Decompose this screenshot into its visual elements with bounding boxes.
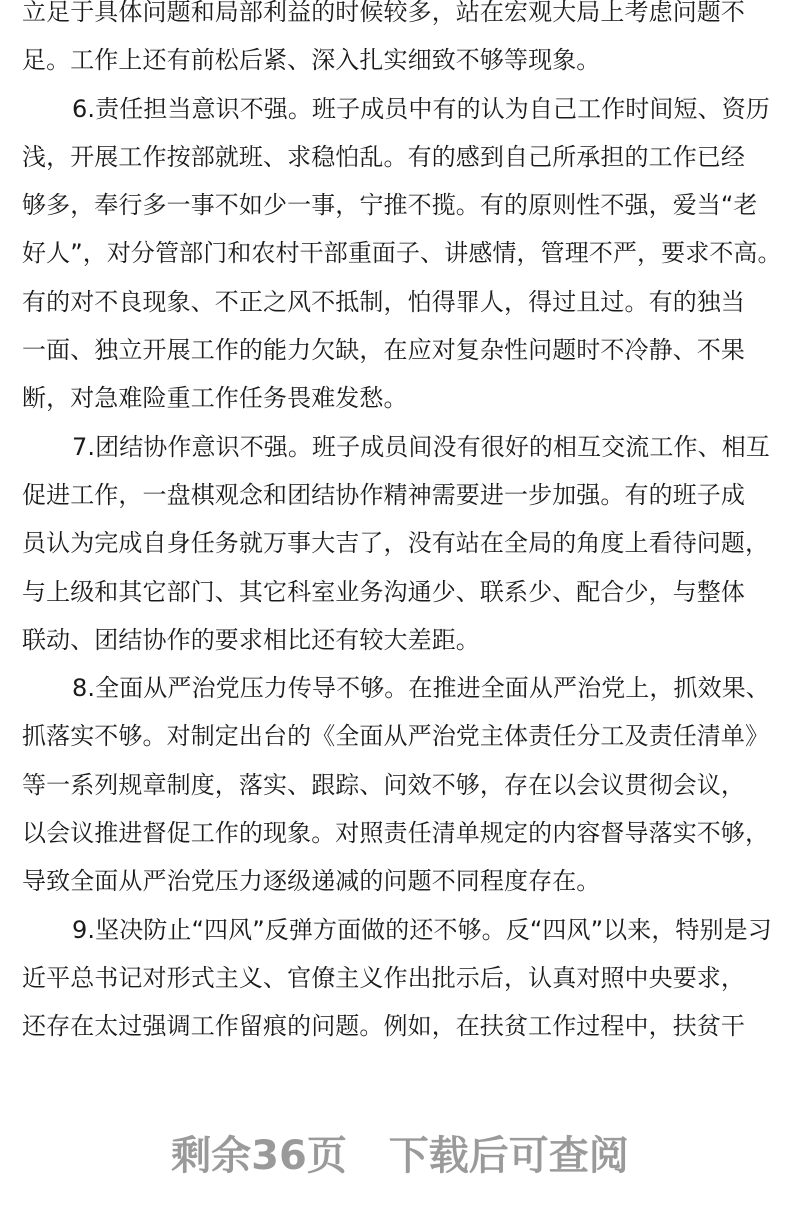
text-line: 抓落实不够。对制定出台的《全面从严治党主体责任分工及责任清单》: [22, 722, 770, 751]
text-line: 促进工作，一盘棋观念和团结协作精神需要进一步加强。有的班子成: [22, 480, 745, 509]
text-line: 联动、团结协作的要求相比还有较大差距。: [22, 625, 480, 654]
remaining-pages-label: 剩余36页: [171, 1133, 347, 1179]
text-line: 导致全面从严治党压力逐级递减的问题不同程度存在。: [22, 867, 601, 896]
download-prompt[interactable]: [0, 1124, 800, 1181]
text-line: 员认为完成自身任务就万事大吉了，没有站在全局的角度上看待问题，: [22, 529, 770, 558]
download-hint-label: 下载后可查阅: [388, 1133, 629, 1179]
text-line: 好人”，对分管部门和农村干部重面子、讲感情，管理不严，要求不高。: [22, 239, 782, 268]
text-line: 足。工作上还有前松后紧、深入扎实细致不够等现象。: [22, 46, 601, 75]
text-line: 有的对不良现象、不正之风不抵制，怕得罪人，得过且过。有的独当: [22, 287, 745, 316]
text-line: 一面、独立开展工作的能力欠缺，在应对复杂性问题时不冷静、不果: [22, 336, 745, 365]
text-line: 立足于具体问题和局部利益的时候较多，站在宏观大局上考虑问题不: [22, 0, 745, 26]
text-line: 等一系列规章制度，落实、跟踪、问效不够，存在以会议贯彻会议，: [22, 770, 745, 799]
text-line: 与上级和其它部门、其它科室业务沟通少、联系少、配合少，与整体: [22, 577, 745, 606]
text-line: 还存在太过强调工作留痕的问题。例如，在扶贫工作过程中，扶贫干: [22, 1012, 745, 1041]
text-line: 近平总书记对形式主义、官僚主义作出批示后，认真对照中央要求，: [22, 963, 745, 992]
text-line: 够多，奉行多一事不如少一事，宁推不揽。有的原则性不强，爱当“老: [22, 191, 758, 220]
text-line: 9.坚决防止“四风”反弹方面做的还不够。反“四风”以来，特别是习: [72, 915, 772, 944]
text-line: 以会议推进督促工作的现象。对照责任清单规定的内容督导落实不够，: [22, 819, 770, 848]
text-line: 7.团结协作意识不强。班子成员间没有很好的相互交流工作、相互: [72, 432, 770, 461]
text-line: 8.全面从严治党压力传导不够。在推进全面从严治党上，抓效果、: [72, 674, 770, 703]
text-line: 6.责任担当意识不强。班子成员中有的认为自己工作时间短、资历: [72, 94, 770, 123]
document-body: [22, 0, 792, 1051]
text-line: 浅，开展工作按部就班、求稳怕乱。有的感到自己所承担的工作已经: [22, 142, 745, 171]
text-line: 断，对急难险重工作任务畏难发愁。: [22, 384, 408, 413]
